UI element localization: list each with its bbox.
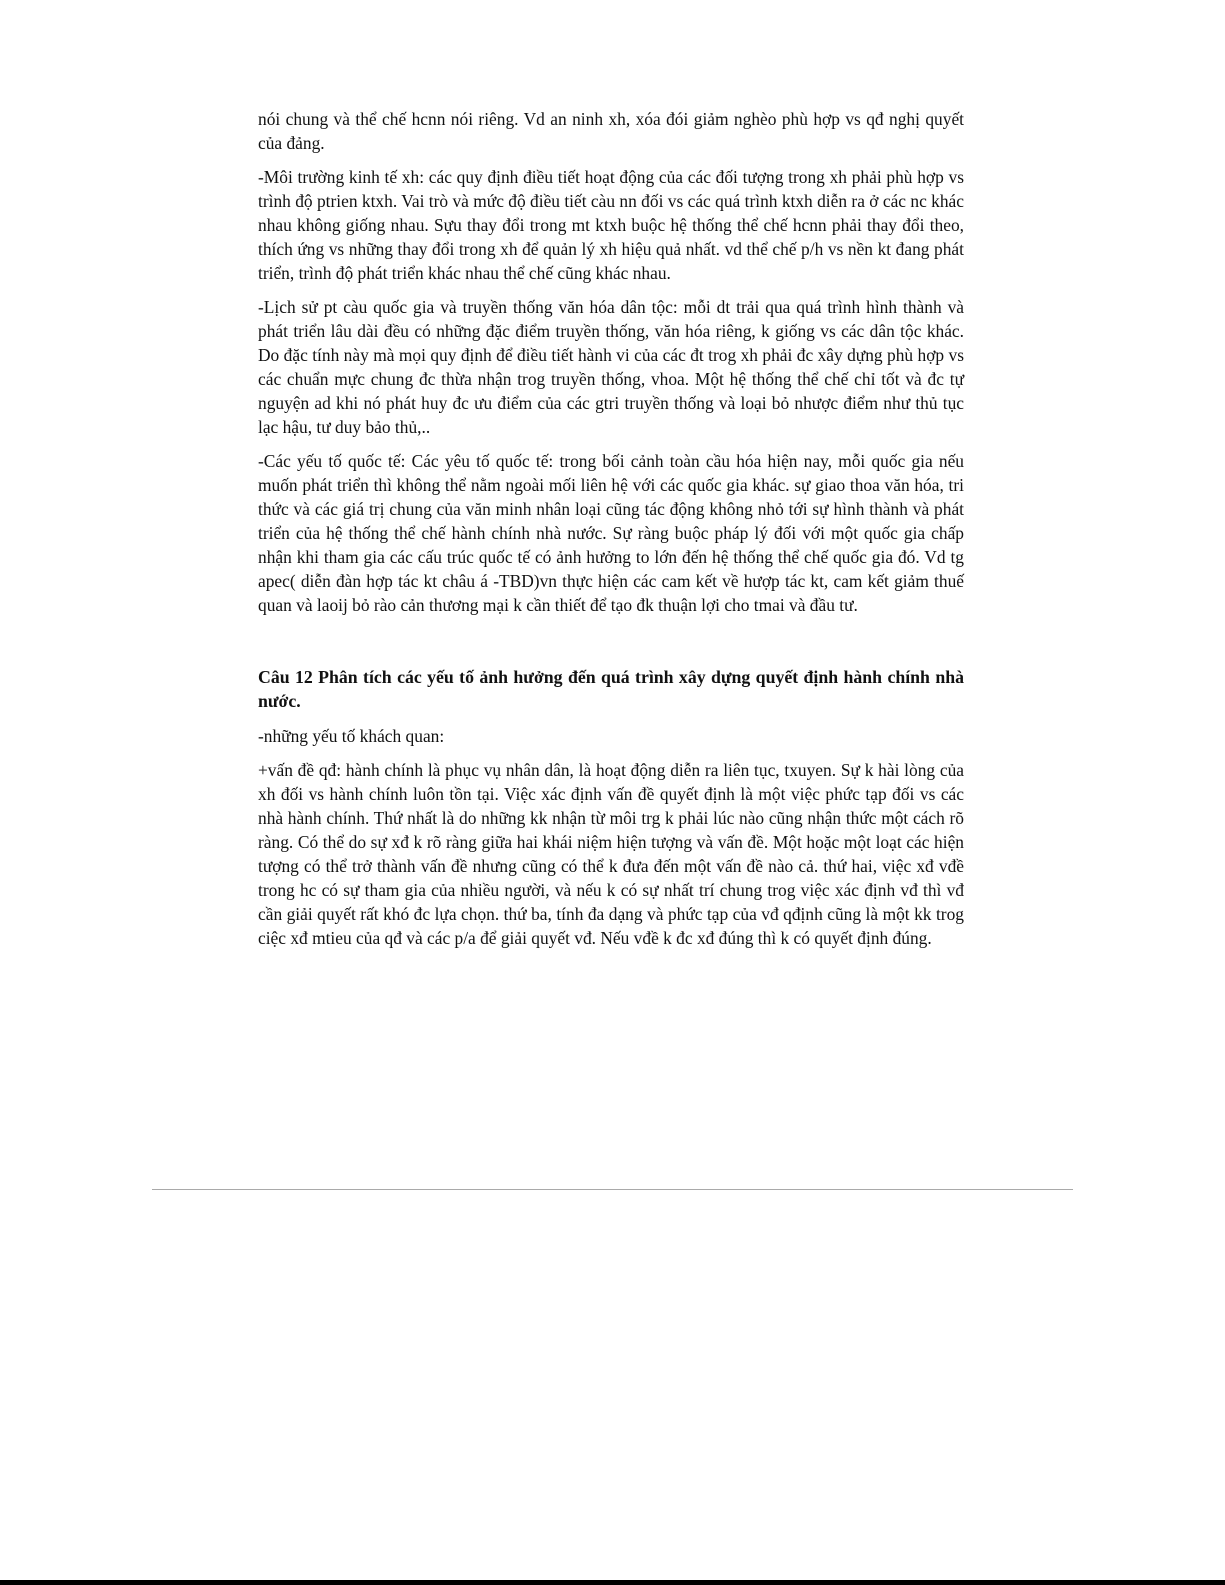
paragraph-history-culture: -Lịch sử pt càu quốc gia và truyền thống văn hóa dân tộc: mỗi dt trải qua quá trình hình thành và phát triển lâu dài đều có những đặc điểm truyền thống, văn hóa riêng, k giống vs các dân tộc khác. Do đặc tính này mà mọi quy định để điều tiết hành vi của các đt trog xh phải đc xây dựng phù hợp vs các chuẩn mực chung đc thừa nhận trog truyền thống, vhoa. Một hệ thống thể chế chỉ tốt và đc tự nguyện ad khi nó phát huy đc ưu điểm của các gtri truyền thống và loại bỏ nhược điểm như thủ tục lạc hậu, tư duy bảo thủ,.. bbox=[258, 297, 964, 437]
bottom-edge bbox=[0, 1580, 1225, 1585]
paragraph-economic-environment: -Môi trường kinh tế xh: các quy định điều tiết hoạt động của các đối tượng trong xh phải phù hợp vs trình độ ptrien ktxh. Vai trò và mức độ điều tiết càu nn đối vs các quá trình ktxh diễn ra ở các nc khác nhau không giống nhau. Sựu thay đổi trong mt ktxh buộc hệ thống thể chế hcnn phải thay đổi theo, thích ứng vs những thay đổi trong xh để quản lý xh hiệu quả nhất. vd thể chế p/h vs nền kt đang phát triển, trình độ phát triển khác nhau thể chế cũng khác nhau. bbox=[258, 167, 964, 283]
page-content bbox=[258, 107, 964, 960]
paragraph-intro-continuation: nói chung và thể chế hcnn nói riêng. Vd an ninh xh, xóa đói giảm nghèo phù hợp vs qđ nghị quyết của đảng. bbox=[258, 109, 964, 153]
paragraph-international-factors: -Các yếu tố quốc tế: Các yêu tố quốc tế: trong bối cảnh toàn cầu hóa hiện nay, mỗi quốc gia nếu muốn phát triển thì không thể nằm ngoài mối liên hệ với các quốc gia khác. sự giao thoa văn hóa, tri thức và các giá trị chung của văn minh nhân loại cũng tác động không nhỏ tới sự hình thành và phát triển của hệ thống thể chế hành chính nhà nước. Sự ràng buộc pháp lý đối với một quốc gia chấp nhận khi tham gia các cấu trúc quốc tế có ảnh hưởng to lớn đến hệ thống thể chế quốc gia đó. Vd tg apec( diễn đàn hợp tác kt châu á -TBD)vn thực hiện các cam kết về hượp tác kt, cam kết giảm thuế quan và laoij bỏ rào cản thương mại k cần thiết để tạo đk thuận lợi cho tmai và đầu tư. bbox=[258, 451, 964, 615]
paragraph-objective-factors: -những yếu tố khách quan: bbox=[258, 726, 445, 746]
question-12-heading: Câu 12 Phân tích các yếu tố ảnh hưởng đến quá trình xây dựng quyết định hành chính nhà nước. bbox=[258, 667, 964, 711]
page-divider bbox=[152, 1189, 1073, 1190]
paragraph-decision-problem: +vấn đề qđ: hành chính là phục vụ nhân dân, là hoạt động diễn ra liên tục, txuyen. Sự k hài lòng của xh đối vs hành chính luôn tồn tại. Việc xác định vấn đề quyết định là một việc phức tạp đối vs các nhà hành chính. Thứ nhất là do những kk nhận từ môi trg k phải lúc nào cũng nhận thức một cách rõ ràng. Có thể do sự xđ k rõ ràng giữa hai khái niệm hiện tượng và vấn đề. Một hoặc một loạt các hiện tượng có thể trở thành vấn đề nhưng cũng có thể k đưa đến một vấn đề nào cả. thứ hai, việc xđ vđề trong hc có sự tham gia của nhiều người, và nếu k có sự nhất trí chung trog việc xác định vđ thì vđ cần giải quyết rất khó đc lựa chọn. thứ ba, tính đa dạng và phức tạp của vđ qđịnh cũng là một kk trog ciệc xđ mtieu của qđ và các p/a để giải quyết vđ. Nếu vđề k đc xđ đúng thì k có quyết định đúng. bbox=[258, 760, 964, 948]
